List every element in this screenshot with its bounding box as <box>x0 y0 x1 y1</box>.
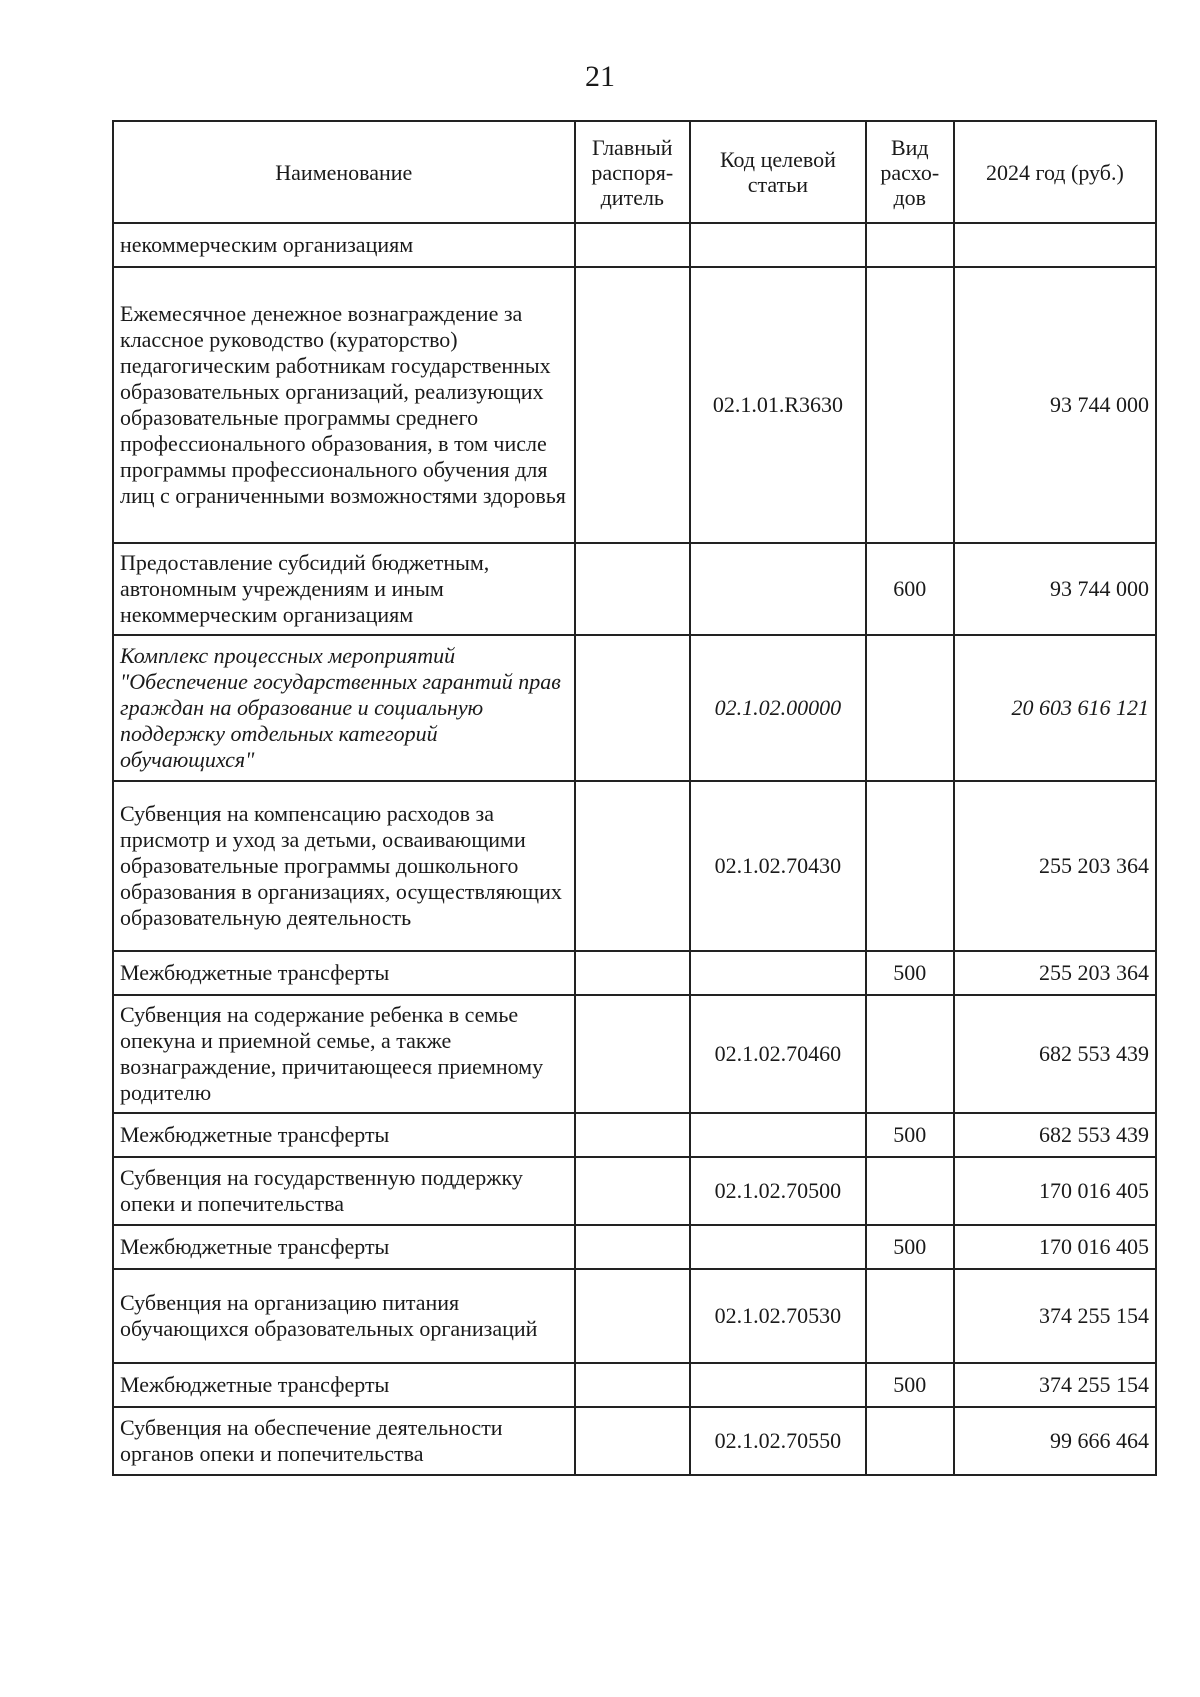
row-amount: 20 603 616 121 <box>954 635 1156 781</box>
row-manager <box>575 1407 690 1475</box>
row-code <box>690 223 866 267</box>
table-row <box>113 1269 1156 1363</box>
row-amount: 255 203 364 <box>954 951 1156 995</box>
page-number: 21 <box>585 60 615 93</box>
header-amount: 2024 год (руб.) <box>954 121 1156 223</box>
table-row <box>113 1225 1156 1269</box>
row-name: Межбюджетные трансферты <box>113 951 575 995</box>
row-manager <box>575 1157 690 1225</box>
row-manager <box>575 1113 690 1157</box>
table-row <box>113 267 1156 543</box>
row-kind <box>866 635 954 781</box>
row-code: 02.1.02.70460 <box>690 995 866 1113</box>
table-header-row <box>113 121 1156 223</box>
row-code <box>690 1225 866 1269</box>
row-code: 02.1.01.R3630 <box>690 267 866 543</box>
row-name: Межбюджетные трансферты <box>113 1113 575 1157</box>
table-row <box>113 1407 1156 1475</box>
table-row <box>113 635 1156 781</box>
row-kind <box>866 1407 954 1475</box>
row-kind <box>866 1157 954 1225</box>
row-kind <box>866 267 954 543</box>
row-code: 02.1.02.00000 <box>690 635 866 781</box>
header-code: Код целевой статьи <box>690 121 866 223</box>
row-name: Субвенция на обеспечение деятельности органов опеки и попечительства <box>113 1407 575 1475</box>
budget-table <box>112 120 1157 1476</box>
row-manager <box>575 1363 690 1407</box>
row-amount: 682 553 439 <box>954 995 1156 1113</box>
row-amount: 99 666 464 <box>954 1407 1156 1475</box>
row-manager <box>575 1225 690 1269</box>
row-amount <box>954 223 1156 267</box>
row-name: Ежемесячное денежное вознаграждение за классное руководство (кураторство) педагогическим работникам государственных образовательных организаций, реализующих образовательные программы среднего профессионального образования, в том числе программы профессионального обучения для лиц с ограниченными возможностями здоровья <box>113 267 575 543</box>
row-amount: 682 553 439 <box>954 1113 1156 1157</box>
row-manager <box>575 995 690 1113</box>
row-code: 02.1.02.70530 <box>690 1269 866 1363</box>
row-kind: 500 <box>866 1225 954 1269</box>
row-kind: 500 <box>866 951 954 995</box>
row-amount: 170 016 405 <box>954 1157 1156 1225</box>
row-amount: 255 203 364 <box>954 781 1156 951</box>
row-name: Субвенция на государственную поддержку опеки и попечительства <box>113 1157 575 1225</box>
row-code <box>690 543 866 635</box>
row-manager <box>575 1269 690 1363</box>
row-code: 02.1.02.70550 <box>690 1407 866 1475</box>
table-row <box>113 1113 1156 1157</box>
header-kind: Вид расхо-дов <box>866 121 954 223</box>
row-kind <box>866 223 954 267</box>
row-name: Межбюджетные трансферты <box>113 1225 575 1269</box>
row-name: Субвенция на содержание ребенка в семье опекуна и приемной семье, а также вознаграждение, причитающееся приемному родителю <box>113 995 575 1113</box>
row-manager <box>575 635 690 781</box>
row-manager <box>575 543 690 635</box>
header-name: Наименование <box>113 121 575 223</box>
row-amount: 374 255 154 <box>954 1269 1156 1363</box>
row-kind <box>866 995 954 1113</box>
row-kind <box>866 781 954 951</box>
row-name: Субвенция на организацию питания обучающихся образовательных организаций <box>113 1269 575 1363</box>
row-amount: 93 744 000 <box>954 267 1156 543</box>
row-name: Комплекс процессных мероприятий "Обеспечение государственных гарантий прав граждан на образование и социальную поддержку отдельных категорий обучающихся" <box>113 635 575 781</box>
row-manager <box>575 781 690 951</box>
row-kind: 600 <box>866 543 954 635</box>
table-row <box>113 1157 1156 1225</box>
row-code <box>690 1363 866 1407</box>
row-name: Предоставление субсидий бюджетным, автономным учреждениям и иным некоммерческим организациям <box>113 543 575 635</box>
table-row <box>113 995 1156 1113</box>
row-name: Межбюджетные трансферты <box>113 1363 575 1407</box>
row-name: Субвенция на компенсацию расходов за присмотр и уход за детьми, осваивающими образовательные программы дошкольного образования в организациях, осуществляющих образовательную деятельность <box>113 781 575 951</box>
row-kind: 500 <box>866 1363 954 1407</box>
row-amount: 374 255 154 <box>954 1363 1156 1407</box>
row-kind: 500 <box>866 1113 954 1157</box>
row-manager <box>575 267 690 543</box>
row-amount: 93 744 000 <box>954 543 1156 635</box>
row-code <box>690 1113 866 1157</box>
table-row <box>113 781 1156 951</box>
table-row <box>113 1363 1156 1407</box>
table-row <box>113 951 1156 995</box>
row-manager <box>575 223 690 267</box>
table-row <box>113 543 1156 635</box>
row-name: некоммерческим организациям <box>113 223 575 267</box>
row-amount: 170 016 405 <box>954 1225 1156 1269</box>
row-manager <box>575 951 690 995</box>
row-code: 02.1.02.70500 <box>690 1157 866 1225</box>
header-manager: Главный распоря-дитель <box>575 121 690 223</box>
row-code <box>690 951 866 995</box>
table-row <box>113 223 1156 267</box>
row-kind <box>866 1269 954 1363</box>
row-code: 02.1.02.70430 <box>690 781 866 951</box>
